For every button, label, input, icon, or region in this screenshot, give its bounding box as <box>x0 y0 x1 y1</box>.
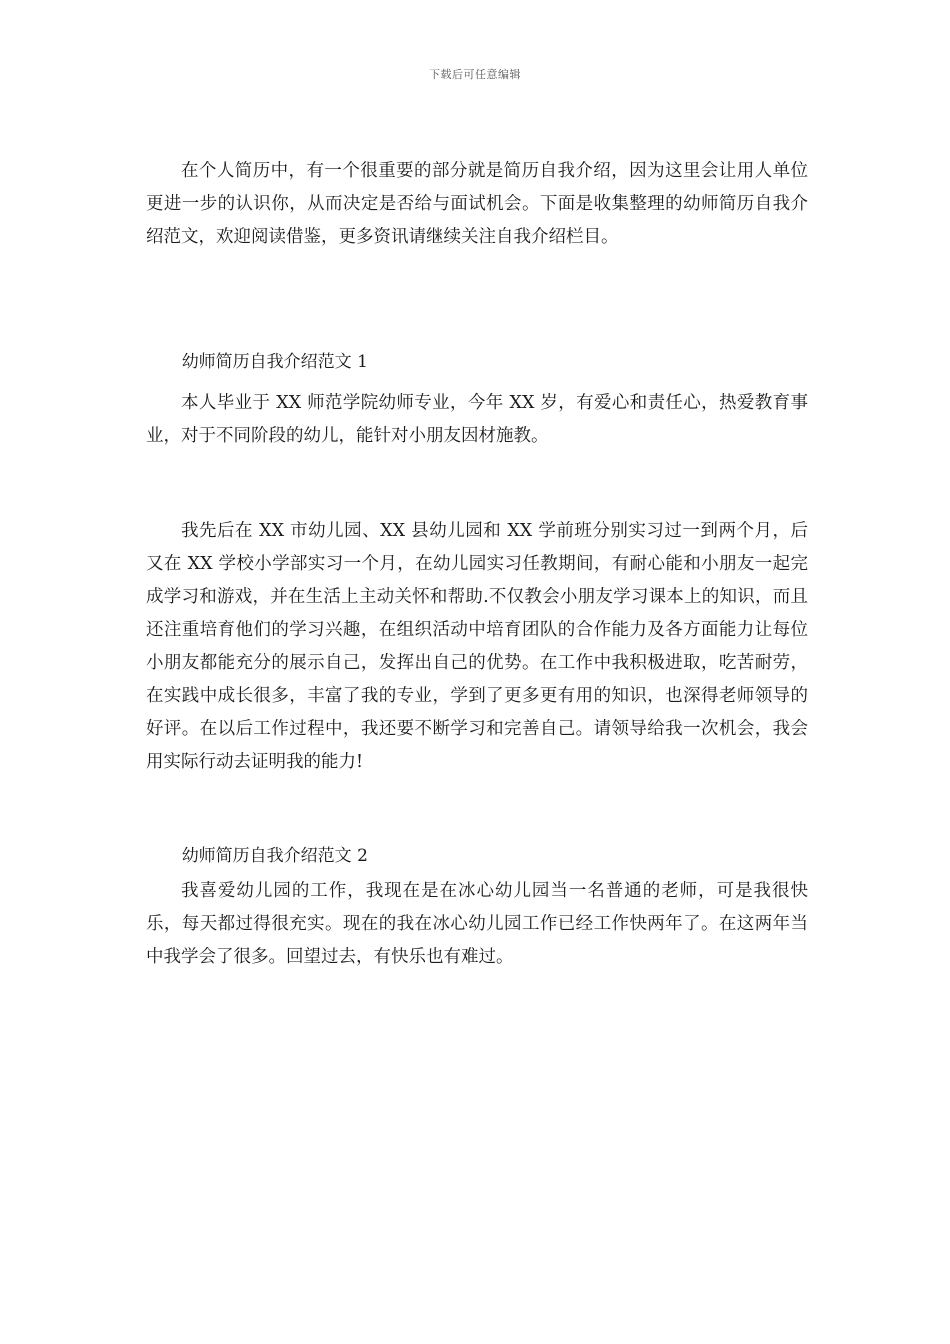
intro-paragraph: 在个人简历中，有一个很重要的部分就是简历自我介绍，因为这里会让用人单位更进一步的认识你，从而决定是否给与面试机会。下面是收集整理的幼师简历自我介绍范文，欢迎阅读借鉴，更多资讯请继续关注自我介绍栏目。 <box>146 161 808 247</box>
section-2-paragraph-1: 我喜爱幼儿园的工作，我现在是在冰心幼儿园当一名普通的老师，可是我很快乐，每天都过得很充实。现在的我在冰心幼儿园工作已经工作快两年了。在这两年当中我学会了很多。回望过去，有快乐也有难过。 <box>146 881 808 967</box>
section-1-paragraph-1: 本人毕业于 XX 师范学院幼师专业，今年 XX 岁，有爱心和责任心，热爱教育事业，对于不同阶段的幼儿，能针对小朋友因材施教。 <box>146 393 808 446</box>
section-2-title: 幼师简历自我介绍范文 2 <box>181 846 368 866</box>
section-1-paragraph-2: 我先后在 XX 市幼儿园、XX 县幼儿园和 XX 学前班分别实习过一到两个月，后又在 XX 学校小学部实习一个月，在幼儿园实习任教期间，有耐心能和小朋友一起完成学习和游戏，并在生活上主动关怀和帮助.不仅教会小朋友学习课本上的知识，而且还注重培育他们的学习兴趣，在组织活动中培育团队的合作能力及各方面能力让每位小朋友都能充分的展示自己，发挥出自己的优势。在工作中我积极进取，吃苦耐劳，在实践中成长很多，丰富了我的专业，学到了更多更有用的知识，也深得老师领导的好评。在以后工作过程中，我还要不断学习和完善自己。请领导给我一次机会，我会用实际行动去证明我的能力! <box>146 521 808 772</box>
document-body <box>146 155 808 974</box>
section-1-title: 幼师简历自我介绍范文 1 <box>181 352 368 372</box>
page-header: 下载后可任意编辑 <box>429 68 521 81</box>
